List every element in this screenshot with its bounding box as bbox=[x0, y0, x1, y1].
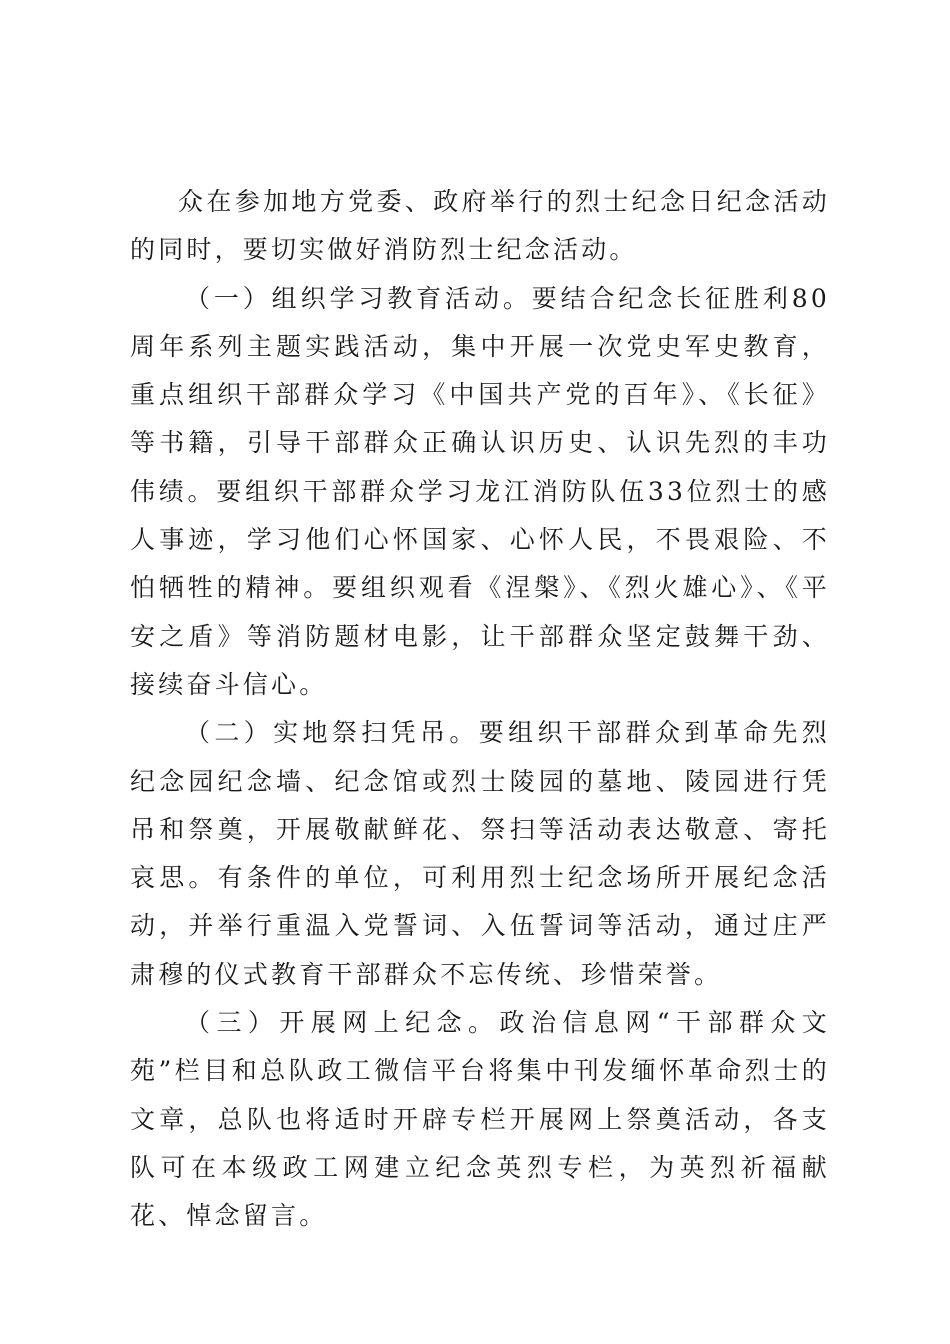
document-body bbox=[130, 178, 830, 1241]
paragraph-study-education: （一）组织学习教育活动。要结合纪念长征胜利80周年系列主题实践活动，集中开展一次党史军史教育，重点组织干部群众学习《中国共产党的百年》、《长征》等书籍，引导干部群众正确认识历史、认识先烈的丰功伟绩。要组织干部群众学习龙江消防队伍33位烈士的感人事迹，学习他们心怀国家、心怀人民，不畏艰险、不怕牺牲的精神。要组织观看《涅槃》、《烈火雄心》、《平安之盾》等消防题材电影，让干部群众坚定鼓舞干劲、接续奋斗信心。 bbox=[130, 283, 830, 699]
paragraph-memorial-visit: （二）实地祭扫凭吊。要组织干部群众到革命先烈纪念园纪念墙、纪念馆或烈士陵园的墓地、陵园进行凭吊和祭奠，开展敬献鲜花、祭扫等活动表达敬意、寄托哀思。有条件的单位，可利用烈士纪念场所开展纪念活动，并举行重温入党誓词、入伍誓词等活动，通过庄严肃穆的仪式教育干部群众不忘传统、珍惜荣誉。 bbox=[130, 718, 830, 989]
paragraph-continuation: 众在参加地方党委、政府举行的烈士纪念日纪念活动的同时，要切实做好消防烈士纪念活动。 bbox=[130, 187, 830, 265]
paragraph-online-memorial: （三）开展网上纪念。政治信息网“干部群众文苑”栏目和总队政工微信平台将集中刊发缅怀革命烈士的文章，总队也将适时开辟专栏开展网上祭奠活动，各支队可在本级政工网建立纪念英烈专栏，为英烈祈福献花、悼念留言。 bbox=[130, 1008, 830, 1231]
